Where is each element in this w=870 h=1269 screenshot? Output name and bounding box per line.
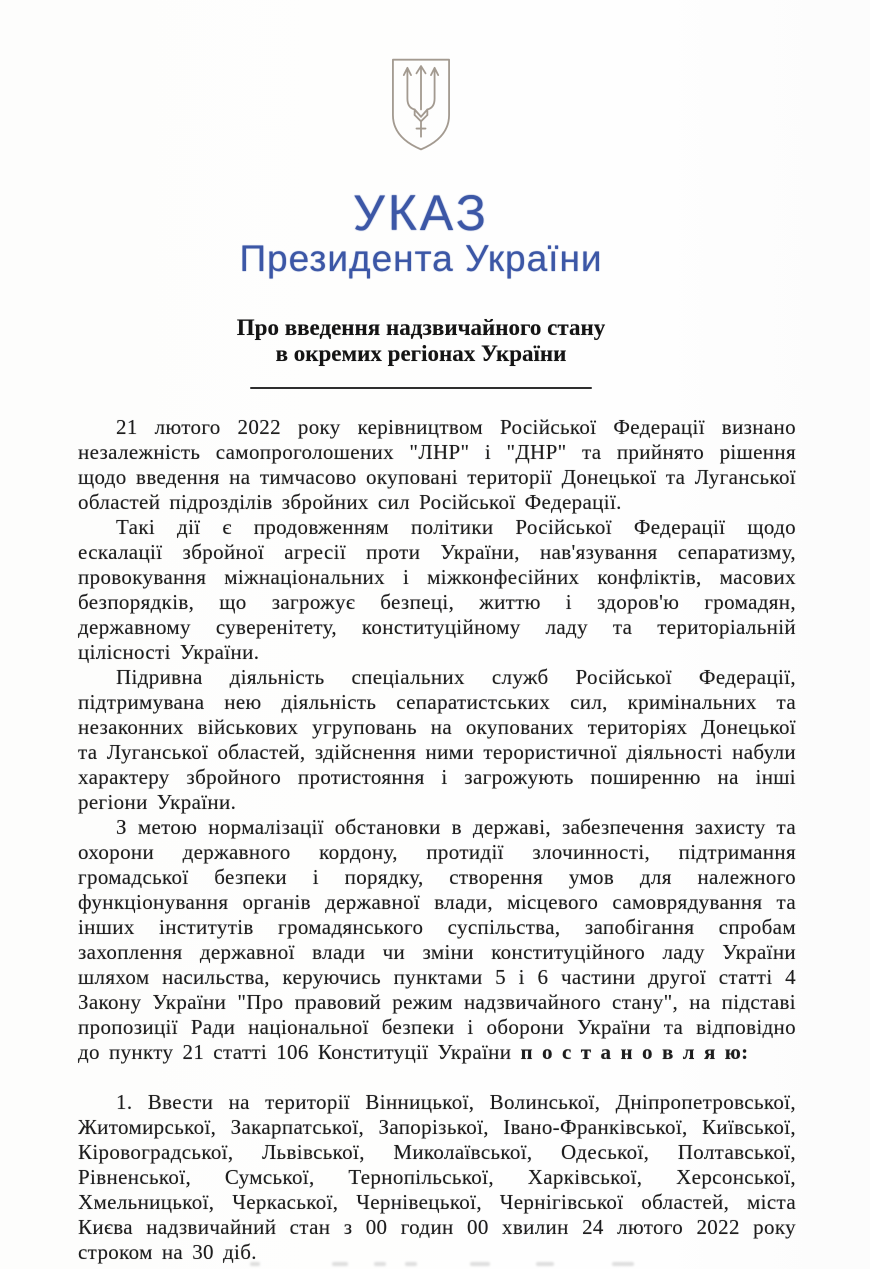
decree-subject	[0, 315, 842, 367]
decree-header	[0, 57, 842, 389]
scan-artifact	[536, 1262, 554, 1266]
decree-paragraph-4	[78, 815, 796, 1065]
decree-paragraph-1: 21 лютого 2022 року керівництвом Російської Федерації визнано незалежність самопроголошених "ЛНР" і "ДНР" та прийнято рішення щодо введення на тимчасово окуповані території Донецької та Луганської областей підрозділів збройних сил Російської Федерації.	[78, 415, 796, 514]
scan-artifact	[612, 1262, 634, 1266]
scan-artifact	[405, 1262, 417, 1266]
decree-subject-line1: Про введення надзвичайного стану	[236, 315, 606, 340]
decree-subject-line2: в окремих регіонах України	[275, 341, 567, 366]
scan-artifact	[332, 1262, 348, 1266]
scan-artifact	[374, 1262, 386, 1266]
ukraine-trident-icon	[389, 57, 453, 153]
decree-paragraph-2: Такі дії є продовженням політики Російської Федерації щодо ескалації збройної агресії проти України, нав'язування сепаратизму, провокування міжнаціональних і міжконфесійних конфліктів, масових безпорядків, що загрожує безпеці, життю і здоров'ю громадян, державному суверенітету, конституційному ладу та територіальній цілісності України.	[78, 515, 796, 664]
decree-title: УКАЗ	[353, 185, 489, 241]
scan-artifact	[250, 1262, 260, 1266]
decree-verb: п о с т а н о в л я ю:	[520, 1040, 749, 1064]
decree-paragraph-4-text: З метою нормалізації обстановки в державі, забезпечення захисту та охорони державного кордону, протидії злочинності, підтримання громадської безпеки і порядку, створення умов для належного функціонування органів державної влади, місцевого самоврядування та інших інститутів громадянського суспільства, запобігання спробам захоплення державної влади чи зміни конституційного ладу України шляхом насильства, керуючись пунктами 5 і 6 частини другої статті 4 Закону України "Про правовий режим надзвичайного стану", на підставі пропозиції Ради національної безпеки і оборони України та відповідно до пункту 21 статті 106 Конституції України	[78, 815, 796, 1064]
decree-title-issuer: Президента України	[239, 238, 603, 279]
heading-divider	[250, 387, 592, 389]
decree-paragraph-3: Підривна діяльність спеціальних служб Російської Федерації, підтримувана нею діяльність сепаратистських сил, кримінальних та незаконних військових угруповань на окупованих територіях Донецької та Луганської областей, здійснення ними терористичної діяльності набули характеру збройного протистояння і загрожують поширенню на інші регіони України.	[78, 665, 796, 814]
decree-body	[78, 415, 796, 1265]
scan-artifact	[470, 1262, 490, 1266]
decree-point-1: 1. Ввести на території Вінницької, Волинської, Дніпропетровської, Житомирської, Закарпатської, Запорізької, Івано-Франківської, Київської, Кіровоградської, Львівської, Миколаївської, Одеської, Полтавської, Рівненської, Сумської, Тернопільської, Харківської, Херсонської, Хмельницької, Черкаської, Чернівецької, Чернігівської областей, міста Києва надзвичайний стан з 00 годин 00 хвилин 24 лютого 2022 року строком на 30 діб.	[78, 1090, 796, 1264]
